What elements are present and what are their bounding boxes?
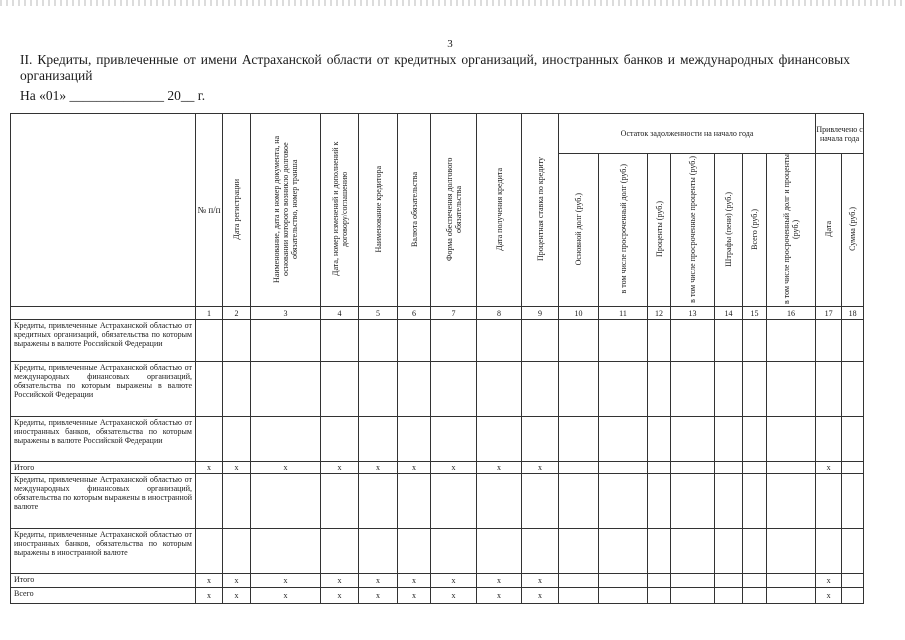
table-cell — [559, 417, 599, 462]
table-row — [11, 574, 864, 588]
table-cell — [743, 462, 767, 474]
table-cell — [816, 529, 842, 574]
table-cell: x — [431, 574, 477, 588]
table-cell — [599, 320, 648, 362]
table-cell — [398, 474, 431, 529]
table-cell — [196, 529, 223, 574]
table-cell — [251, 474, 321, 529]
table-cell — [398, 320, 431, 362]
table-cell — [671, 588, 715, 604]
column-header — [359, 114, 398, 307]
table-cell: x — [251, 588, 321, 604]
table-cell: x — [477, 462, 522, 474]
column-header-text: № п/п — [197, 205, 221, 215]
table-cell — [648, 474, 671, 529]
row-label: Всего — [11, 588, 196, 604]
column-number: 17 — [816, 307, 842, 320]
table-cell — [648, 417, 671, 462]
page-number: 3 — [447, 38, 453, 50]
table-cell — [671, 474, 715, 529]
table-cell — [715, 462, 743, 474]
column-number: 11 — [599, 307, 648, 320]
table-cell: x — [251, 462, 321, 474]
column-header — [431, 114, 477, 307]
table-cell — [321, 474, 359, 529]
row-label: Кредиты, привлеченные Астраханской областью от международных финансовых организаций, обязательства по которым выражены в валюте Российской Федерации — [11, 362, 196, 417]
table-cell — [431, 529, 477, 574]
table-cell — [842, 417, 864, 462]
table-cell — [251, 417, 321, 462]
table-cell — [431, 417, 477, 462]
table-cell — [671, 320, 715, 362]
column-header — [321, 114, 359, 307]
table-cell — [251, 362, 321, 417]
table-row — [11, 588, 864, 604]
table-cell — [431, 474, 477, 529]
column-header-text: Процентная ставка по кредиту — [535, 156, 545, 262]
row-label: Кредиты, привлеченные Астраханской областью от иностранных банков, обязательства по которым выражены в иностранной валюте — [11, 529, 196, 574]
table-cell: x — [816, 462, 842, 474]
column-number: 5 — [359, 307, 398, 320]
table-cell — [743, 417, 767, 462]
column-header-text: Штрафы (пени) (руб.) — [724, 191, 733, 267]
column-header-text: Валюта обязательства — [409, 171, 419, 247]
table-cell — [477, 474, 522, 529]
table-cell — [671, 417, 715, 462]
table-cell — [599, 362, 648, 417]
column-number: 10 — [559, 307, 599, 320]
table-cell — [196, 362, 223, 417]
table-cell — [223, 362, 251, 417]
table-cell — [559, 474, 599, 529]
table-cell — [251, 320, 321, 362]
table-cell — [477, 362, 522, 417]
table-cell — [715, 320, 743, 362]
table-cell: x — [321, 588, 359, 604]
table-cell — [842, 320, 864, 362]
column-header-text: Дата, номер изменений и дополнений к договору/соглашению — [330, 141, 349, 277]
table-cell: x — [522, 574, 559, 588]
column-header — [715, 154, 743, 307]
column-header — [251, 114, 321, 307]
table-row — [11, 462, 864, 474]
table-cell — [715, 362, 743, 417]
table-cell — [842, 362, 864, 417]
table-cell: x — [196, 462, 223, 474]
table-cell — [223, 529, 251, 574]
table-cell: x — [431, 588, 477, 604]
column-number: 1 — [196, 307, 223, 320]
table-cell — [648, 320, 671, 362]
column-number: 18 — [842, 307, 864, 320]
table-cell: x — [398, 574, 431, 588]
table-cell — [559, 362, 599, 417]
column-header — [648, 154, 671, 307]
table-cell — [559, 574, 599, 588]
table-cell — [321, 417, 359, 462]
column-header-text: Дата получения кредита — [494, 167, 504, 251]
report-date-line: На «01» ______________ 20__ г. — [20, 88, 206, 103]
table-cell: x — [398, 588, 431, 604]
table-cell — [522, 474, 559, 529]
column-number: 15 — [743, 307, 767, 320]
table-cell: x — [816, 588, 842, 604]
table-cell: x — [196, 588, 223, 604]
table-cell: x — [359, 574, 398, 588]
table-cell — [648, 588, 671, 604]
column-number: 2 — [223, 307, 251, 320]
column-header — [477, 114, 522, 307]
column-header — [398, 114, 431, 307]
balance-group-header: Остаток задолженности на начало года — [559, 114, 816, 154]
table-cell — [359, 529, 398, 574]
table-cell — [767, 474, 816, 529]
table-cell: x — [223, 588, 251, 604]
column-number: 16 — [767, 307, 816, 320]
table-cell — [767, 417, 816, 462]
table-cell — [599, 588, 648, 604]
column-header — [743, 154, 767, 307]
table-cell — [522, 320, 559, 362]
column-number: 9 — [522, 307, 559, 320]
table-cell — [743, 588, 767, 604]
table-row — [11, 529, 864, 574]
table-cell — [715, 574, 743, 588]
table-cell — [715, 588, 743, 604]
table-cell: x — [223, 574, 251, 588]
column-header-text: Проценты (руб.) — [654, 201, 664, 257]
column-number: 8 — [477, 307, 522, 320]
column-header — [196, 114, 223, 307]
row-label: Кредиты, привлеченные Астраханской областью от кредитных организаций, обязательства по которым выражены в валюте Российской Федерации — [11, 320, 196, 362]
table-cell — [671, 529, 715, 574]
column-header — [767, 154, 816, 307]
column-header — [522, 114, 559, 307]
column-number: 12 — [648, 307, 671, 320]
table-cell: x — [359, 588, 398, 604]
table-cell — [223, 320, 251, 362]
credits-table — [10, 113, 864, 604]
table-cell: x — [321, 574, 359, 588]
scan-top-edge — [0, 0, 905, 6]
table-cell — [359, 417, 398, 462]
table-cell — [816, 320, 842, 362]
table-cell — [477, 529, 522, 574]
table-cell: x — [477, 574, 522, 588]
table-cell — [359, 320, 398, 362]
table-cell — [359, 362, 398, 417]
table-cell: x — [223, 462, 251, 474]
table-cell — [522, 529, 559, 574]
table-cell: x — [359, 462, 398, 474]
table-cell — [648, 362, 671, 417]
table-cell: x — [398, 462, 431, 474]
table-cell — [599, 462, 648, 474]
table-cell — [671, 574, 715, 588]
column-number: 13 — [671, 307, 715, 320]
column-header-text: Наименование, дата и номер документа, на основании которого возникло долговое обязательство, номер транша — [272, 135, 299, 283]
table-cell — [715, 417, 743, 462]
table-cell — [842, 574, 864, 588]
table-cell — [398, 529, 431, 574]
table-cell — [196, 417, 223, 462]
table-cell — [559, 529, 599, 574]
table-row — [11, 474, 864, 529]
table-cell — [321, 529, 359, 574]
column-header-text: Дата — [824, 221, 834, 237]
column-header-text: Форма обеспечения долгового обязательства — [444, 157, 463, 261]
table-cell — [743, 529, 767, 574]
column-header — [816, 154, 842, 307]
table-cell — [251, 529, 321, 574]
table-cell — [842, 588, 864, 604]
table-cell: x — [431, 462, 477, 474]
table-cell — [671, 462, 715, 474]
table-cell — [196, 320, 223, 362]
table-cell — [767, 320, 816, 362]
column-number: 14 — [715, 307, 743, 320]
column-number: 3 — [251, 307, 321, 320]
table-cell — [599, 417, 648, 462]
number-row-blank — [11, 307, 196, 320]
table-cell — [715, 529, 743, 574]
row-label: Кредиты, привлеченные Астраханской областью от международных финансовых организаций, обязательства по которым выражены в иностранной валюте — [11, 474, 196, 529]
table-cell — [559, 320, 599, 362]
table-cell: x — [477, 588, 522, 604]
column-header-text: в том числе просроченный долг (руб.) — [618, 164, 628, 294]
table-cell — [842, 462, 864, 474]
table-cell — [767, 588, 816, 604]
table-cell — [767, 529, 816, 574]
table-cell — [321, 362, 359, 417]
column-header — [671, 154, 715, 307]
table-cell — [767, 574, 816, 588]
table-cell — [671, 362, 715, 417]
table-cell: x — [522, 588, 559, 604]
table-cell — [522, 362, 559, 417]
table-row — [11, 417, 864, 462]
column-header — [599, 154, 648, 307]
table-cell — [321, 320, 359, 362]
column-header-text: в том числе просроченный долг и проценты (руб.) — [782, 154, 801, 304]
table-cell — [816, 417, 842, 462]
label-header-blank — [11, 114, 196, 307]
table-cell — [398, 362, 431, 417]
table-row — [11, 320, 864, 362]
table-cell — [223, 474, 251, 529]
table-cell — [743, 362, 767, 417]
table-cell — [559, 462, 599, 474]
table-row — [11, 362, 864, 417]
column-header-text: Всего (руб.) — [750, 208, 759, 250]
table-cell — [477, 320, 522, 362]
table-cell — [599, 529, 648, 574]
column-number: 6 — [398, 307, 431, 320]
table-cell — [743, 474, 767, 529]
table-cell — [431, 320, 477, 362]
table-cell — [842, 529, 864, 574]
column-header — [559, 154, 599, 307]
table-cell — [599, 574, 648, 588]
table-cell — [842, 474, 864, 529]
table-cell — [715, 474, 743, 529]
section-heading: II. Кредиты, привлеченные от имени Астраханской области от кредитных организаций, иностранных банков и международных финансовых организаций — [20, 52, 850, 83]
attracted-group-header: Привлечено с начала года — [816, 114, 864, 154]
row-label: Кредиты, привлеченные Астраханской областью от иностранных банков, обязательства по которым выражены в валюте Российской Федерации — [11, 417, 196, 462]
table-cell — [477, 417, 522, 462]
table-cell — [599, 474, 648, 529]
table-cell — [767, 362, 816, 417]
table-cell — [743, 320, 767, 362]
table-cell — [196, 474, 223, 529]
table-cell — [816, 474, 842, 529]
table-cell — [648, 529, 671, 574]
table-cell: x — [321, 462, 359, 474]
column-header-text: в том числе просроченные проценты (руб.) — [688, 155, 697, 303]
column-header — [842, 154, 864, 307]
table-cell — [398, 417, 431, 462]
table-cell — [816, 362, 842, 417]
row-label: Итого — [11, 574, 196, 588]
table-cell — [359, 474, 398, 529]
column-header — [223, 114, 251, 307]
table-cell — [743, 574, 767, 588]
table-cell — [431, 362, 477, 417]
table-cell — [767, 462, 816, 474]
table-cell — [223, 417, 251, 462]
table-cell — [648, 462, 671, 474]
table-cell — [648, 574, 671, 588]
column-number: 7 — [431, 307, 477, 320]
column-number: 4 — [321, 307, 359, 320]
column-header-text: Наименование кредитора — [373, 165, 383, 253]
table-cell: x — [196, 574, 223, 588]
row-label: Итого — [11, 462, 196, 474]
column-header-text: Основной долг (руб.) — [574, 192, 583, 266]
column-header-text: Дата регистрации — [232, 178, 241, 240]
table-cell — [559, 588, 599, 604]
table-cell: x — [251, 574, 321, 588]
table-cell: x — [816, 574, 842, 588]
table-cell — [522, 417, 559, 462]
column-header-text: Сумма (руб.) — [848, 207, 858, 251]
table-cell: x — [522, 462, 559, 474]
